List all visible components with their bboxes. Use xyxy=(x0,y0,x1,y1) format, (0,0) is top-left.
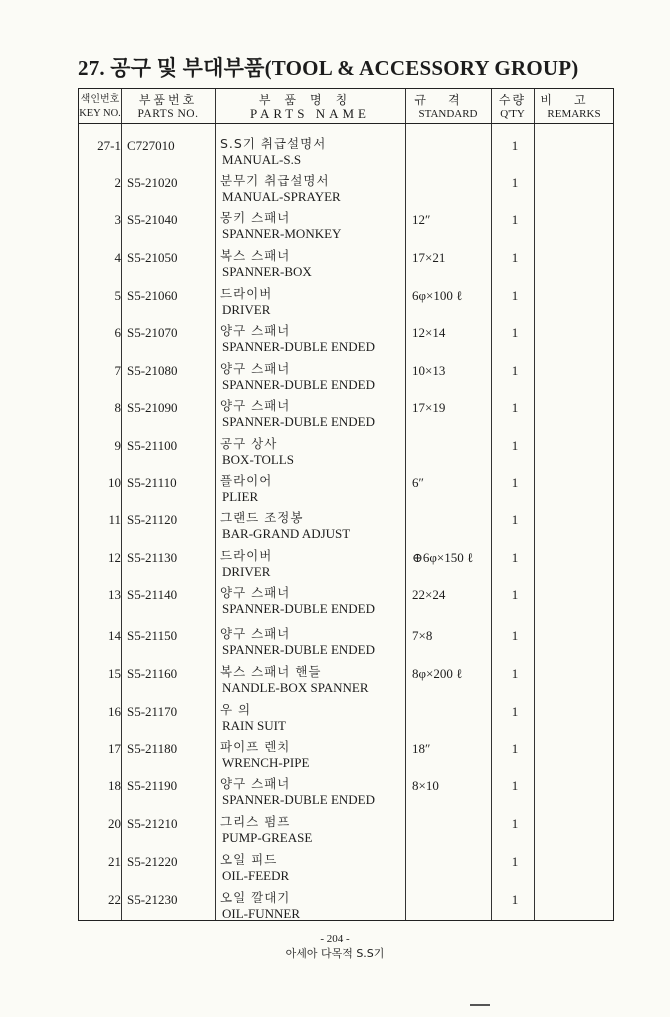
table-row xyxy=(79,547,613,584)
qty-cell: 1 xyxy=(511,628,519,643)
header-name-ko: 부품명칭 xyxy=(258,92,362,107)
standard-cell: 7×8 xyxy=(412,628,433,643)
parts-name-ko-cell: 그랜드 조정봉 xyxy=(220,510,304,525)
parts-name-en-cell: SPANNER-DUBLE ENDED xyxy=(222,339,375,354)
parts-no-cell: S5-21080 xyxy=(127,363,178,378)
parts-no-cell: S5-21150 xyxy=(127,628,178,643)
standard-cell: 18″ xyxy=(412,741,431,756)
key-no-cell: 11 xyxy=(108,512,121,527)
header-standard xyxy=(405,89,491,124)
page-number: - 204 - xyxy=(320,933,350,945)
qty-cell: 1 xyxy=(511,400,519,415)
parts-name-en-cell: SPANNER-DUBLE ENDED xyxy=(222,792,375,807)
header-remarks xyxy=(534,89,614,124)
parts-no-cell: S5-21050 xyxy=(127,250,178,265)
parts-name-ko-cell: 우 의 xyxy=(220,702,252,717)
key-no-cell: 14 xyxy=(108,628,121,643)
standard-cell: 12×14 xyxy=(412,325,446,340)
parts-no-cell: S5-21180 xyxy=(127,741,178,756)
parts-name-ko-cell: 양구 스패너 xyxy=(220,323,291,338)
key-no-cell: 9 xyxy=(114,438,121,453)
qty-cell: 1 xyxy=(511,212,519,227)
parts-no-cell: S5-21040 xyxy=(127,212,178,227)
qty-cell: 1 xyxy=(511,892,519,907)
header-parts-no xyxy=(121,89,215,124)
parts-no-cell: S5-21100 xyxy=(127,438,178,453)
key-no-cell: 15 xyxy=(108,666,121,681)
qty-cell: 1 xyxy=(511,175,519,190)
table-row xyxy=(79,360,613,397)
header-qty-ko: 수량 xyxy=(498,92,527,107)
table-row xyxy=(79,172,613,209)
parts-name-en-cell: RAIN SUIT xyxy=(222,718,286,733)
parts-name-en-cell: SPANNER-DUBLE ENDED xyxy=(222,414,375,429)
standard-cell: 10×13 xyxy=(412,363,446,378)
parts-name-en-cell: MANUAL-SPRAYER xyxy=(222,189,341,204)
table-row xyxy=(79,889,613,926)
qty-cell: 1 xyxy=(511,250,519,265)
parts-no-cell: S5-21070 xyxy=(127,325,178,340)
table-row xyxy=(79,285,613,322)
standard-cell: 8×10 xyxy=(412,778,439,793)
parts-name-ko-cell: 복스 스패너 핸들 xyxy=(220,664,322,679)
parts-name-ko-cell: 양구 스패너 xyxy=(220,626,291,641)
parts-name-ko-cell: 몽키 스패너 xyxy=(220,210,291,225)
standard-cell: 6φ×100 ℓ xyxy=(412,288,463,303)
parts-no-cell: S5-21120 xyxy=(127,512,178,527)
parts-name-ko-cell: S.S기 취급설명서 xyxy=(220,136,327,151)
parts-name-ko-cell: 드라이버 xyxy=(220,286,273,301)
table-row xyxy=(79,397,613,434)
parts-no-cell: S5-21060 xyxy=(127,288,178,303)
table-row xyxy=(79,509,613,546)
qty-cell: 1 xyxy=(511,288,519,303)
table-row xyxy=(79,738,613,775)
page-title: 27. 공구 및 부대부품(TOOL & ACCESSORY GROUP) xyxy=(78,56,579,80)
parts-name-en-cell: SPANNER-BOX xyxy=(222,264,312,279)
table-row xyxy=(79,247,613,284)
parts-name-en-cell: SPANNER-MONKEY xyxy=(222,226,342,241)
key-no-cell: 13 xyxy=(108,587,121,602)
parts-name-ko-cell: 그리스 펌프 xyxy=(220,814,291,829)
qty-cell: 1 xyxy=(511,587,519,602)
key-no-cell: 17 xyxy=(108,741,121,756)
parts-name-en-cell: DRIVER xyxy=(222,302,271,317)
parts-table xyxy=(78,88,614,921)
parts-name-ko-cell: 드라이버 xyxy=(220,548,273,563)
table-row xyxy=(79,584,613,621)
qty-cell: 1 xyxy=(511,854,519,869)
key-no-cell: 2 xyxy=(114,175,121,190)
header-key-ko: 색인번호 xyxy=(80,93,120,105)
header-name-en: PARTS NAME xyxy=(249,105,370,121)
qty-cell: 1 xyxy=(511,704,519,719)
header-rem-ko: 비고 xyxy=(540,92,608,107)
key-no-cell: 18 xyxy=(108,778,121,793)
key-no-cell: 10 xyxy=(108,475,121,490)
standard-cell: 8φ×200 ℓ xyxy=(412,666,463,681)
parts-name-ko-cell: 공구 상사 xyxy=(220,436,278,451)
standard-cell: ⊕6φ×150 ℓ xyxy=(412,550,474,565)
key-no-cell: 3 xyxy=(114,212,121,227)
parts-name-en-cell: BOX-TOLLS xyxy=(222,452,294,467)
table-row xyxy=(79,813,613,850)
key-no-cell: 7 xyxy=(114,363,121,378)
qty-cell: 1 xyxy=(511,325,519,340)
header-std-ko: 규격 xyxy=(414,92,482,107)
parts-name-ko-cell: 분무기 취급설명서 xyxy=(220,173,330,188)
header-parts-name xyxy=(215,89,405,124)
qty-cell: 1 xyxy=(511,363,519,378)
parts-name-en-cell: SPANNER-DUBLE ENDED xyxy=(222,377,375,392)
header-qty-en: Q'TY xyxy=(500,107,525,120)
header-key-no xyxy=(79,89,121,124)
header-partno-en: PARTS NO. xyxy=(137,107,199,120)
parts-name-ko-cell: 양구 스패너 xyxy=(220,361,291,376)
parts-name-ko-cell: 양구 스패너 xyxy=(220,776,291,791)
standard-cell: 17×19 xyxy=(412,400,446,415)
header-partno-ko: 부품번호 xyxy=(138,92,198,107)
key-no-cell: 6 xyxy=(114,325,121,340)
table-row xyxy=(79,775,613,812)
parts-name-ko-cell: 복스 스패너 xyxy=(220,248,291,263)
qty-cell: 1 xyxy=(511,475,519,490)
key-no-cell: 27-1 xyxy=(97,138,121,153)
parts-no-cell: S5-21130 xyxy=(127,550,178,565)
parts-name-en-cell: MANUAL-S.S xyxy=(222,152,302,167)
qty-cell: 1 xyxy=(511,666,519,681)
parts-no-cell: S5-21110 xyxy=(127,475,177,490)
table-header xyxy=(79,89,613,124)
parts-name-en-cell: WRENCH-PIPE xyxy=(222,755,310,770)
parts-name-en-cell: SPANNER-DUBLE ENDED xyxy=(222,642,375,657)
qty-cell: 1 xyxy=(511,778,519,793)
key-no-cell: 8 xyxy=(114,400,121,415)
key-no-cell: 16 xyxy=(108,704,121,719)
key-no-cell: 20 xyxy=(108,816,121,831)
header-std-en: STANDARD xyxy=(418,107,478,120)
parts-no-cell: S5-21220 xyxy=(127,854,178,869)
key-no-cell: 21 xyxy=(108,854,121,869)
parts-no-cell: C727010 xyxy=(127,138,175,153)
footer-caption: 아세아 다목적 S.S기 xyxy=(285,947,385,960)
parts-name-ko-cell: 오일 깔대기 xyxy=(220,890,291,905)
table-row xyxy=(79,472,613,509)
qty-cell: 1 xyxy=(511,816,519,831)
table-row xyxy=(79,135,613,172)
qty-cell: 1 xyxy=(511,438,519,453)
parts-no-cell: S5-21140 xyxy=(127,587,178,602)
header-key-en: KEY NO. xyxy=(79,107,121,119)
header-qty xyxy=(491,89,534,124)
standard-cell: 6″ xyxy=(412,475,424,490)
parts-name-en-cell: PUMP-GREASE xyxy=(222,830,313,845)
parts-name-en-cell: NANDLE-BOX SPANNER xyxy=(222,680,369,695)
parts-name-ko-cell: 양구 스패너 xyxy=(220,398,291,413)
qty-cell: 1 xyxy=(511,138,519,153)
qty-cell: 1 xyxy=(511,741,519,756)
parts-no-cell: S5-21090 xyxy=(127,400,178,415)
parts-no-cell: S5-21020 xyxy=(127,175,178,190)
parts-name-ko-cell: 파이프 렌치 xyxy=(220,739,291,754)
parts-name-en-cell: OIL-FEEDR xyxy=(222,868,290,883)
table-row xyxy=(79,209,613,246)
qty-cell: 1 xyxy=(511,550,519,565)
key-no-cell: 4 xyxy=(114,250,121,265)
table-row xyxy=(79,851,613,888)
standard-cell: 17×21 xyxy=(412,250,446,265)
table-row xyxy=(79,663,613,700)
table-row xyxy=(79,701,613,738)
parts-name-en-cell: PLIER xyxy=(222,489,259,504)
parts-no-cell: S5-21160 xyxy=(127,666,178,681)
key-no-cell: 5 xyxy=(114,288,121,303)
parts-no-cell: S5-21190 xyxy=(127,778,178,793)
qty-cell: 1 xyxy=(511,512,519,527)
parts-name-ko-cell: 오일 피드 xyxy=(220,852,278,867)
key-no-cell: 12 xyxy=(108,550,121,565)
key-no-cell: 22 xyxy=(108,892,121,907)
parts-name-en-cell: BAR-GRAND ADJUST xyxy=(222,526,351,541)
parts-name-ko-cell: 플라이어 xyxy=(220,473,273,488)
parts-no-cell: S5-21210 xyxy=(127,816,178,831)
table-row xyxy=(79,625,613,662)
parts-no-cell: S5-21230 xyxy=(127,892,178,907)
standard-cell: 12″ xyxy=(412,212,431,227)
table-row xyxy=(79,435,613,472)
standard-cell: 22×24 xyxy=(412,587,446,602)
parts-name-ko-cell: 양구 스패너 xyxy=(220,585,291,600)
scan-mark xyxy=(470,1004,490,1006)
parts-name-en-cell: DRIVER xyxy=(222,564,271,579)
table-row xyxy=(79,322,613,359)
parts-name-en-cell: SPANNER-DUBLE ENDED xyxy=(222,601,375,616)
parts-no-cell: S5-21170 xyxy=(127,704,178,719)
parts-name-en-cell: OIL-FUNNER xyxy=(222,906,300,921)
header-rem-en: REMARKS xyxy=(547,107,601,120)
